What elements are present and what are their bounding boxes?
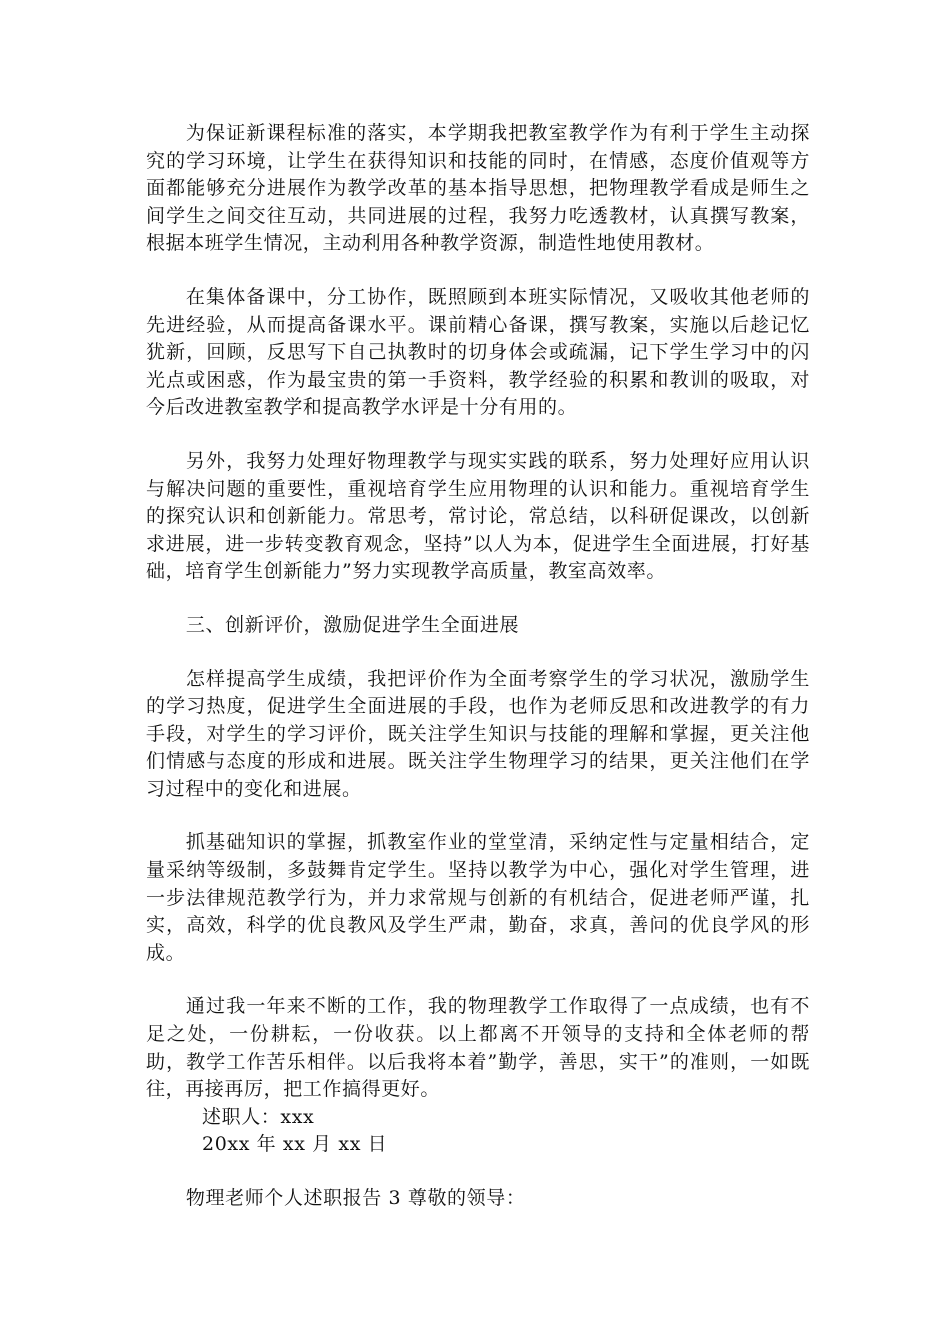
signature-label: 述职人：xxx (202, 1105, 315, 1128)
section-heading: 三、创新评价，激励促进学生全面进展 (185, 613, 520, 636)
paragraph-group-lesson-prep: 在集体备课中，分工协作，既照顾到本班实际情况，又吸收其他老师的先进经验，从而提高备课水平。课前精心备课，撰写教案，实施以后趁记忆犹新，回顾，反思写下自己执教时的切身体会或疏漏，记下学生学习中的闪光点或困惑，作为最宝贵的第一手资料，教学经验的积累和教训的吸取，对今后改进教室教学和提高教学水评是十分有用的。 (146, 285, 810, 419)
paragraph-curriculum-standard: 为保证新课程标准的落实，本学期我把教室教学作为有利于学生主动探究的学习环境，让学生在获得知识和技能的同时，在情感，态度价值观等方面都能够充分进展作为教学改革的基本指导思想，把物理教学看成是师生之间学生之间交往互动，共同进展的过程，我努力吃透教材，认真撰写教案，根据本班学生情况，主动利用各种教学资源，制造性地使用教材。 (146, 122, 810, 255)
paragraph-practice-connection: 另外，我努力处理好物理教学与现实实践的联系，努力处理好应用认识与解决问题的重要性，重视培育学生应用物理的认识和能力。重视培育学生的探究认识和创新能力。常思考，常讨论，常总结，以科研促课改，以创新求进展，进一步转变教育观念，坚持”以人为本，促进学生全面进展，打好基础，培育学生创新能力”努力实现教学高质量，教室高效率。 (146, 449, 810, 583)
paragraph-summary: 通过我一年来不断的工作，我的物理教学工作取得了一点成绩，也有不足之处，一份耕耘，一份收获。以上都离不开领导的支持和全体老师的帮助，教学工作苦乐相伴。以后我将本着”勤学，善思，实干”的准则，一如既往，再接再厉，把工作搞得更好。 (146, 995, 810, 1101)
paragraph-evaluation: 怎样提高学生成绩，我把评价作为全面考察学生的学习状况，激励学生的学习热度，促进学生全面进展的手段，也作为老师反思和改进教学的有力手段，对学生的学习评价，既关注学生知识与技能的理解和掌握，更关注他们情感与态度的形成和进展。既关注学生物理学习的结果，更关注他们在学习过程中的变化和进展。 (146, 667, 810, 800)
next-report-title: 物理老师个人述职报告 3 尊敬的领导： (185, 1187, 526, 1209)
signature-date: 20xx 年 xx 月 xx 日 (202, 1133, 388, 1156)
paragraph-basic-knowledge: 抓基础知识的掌握，抓教室作业的堂堂清，采纳定性与定量相结合，定量采纳等级制，多鼓舞肯定学生。坚持以教学为中心，强化对学生管理，进一步法律规范教学行为，并力求常规与创新的有机结合，促进老师严谨，扎实，高效，科学的优良教风及学生严肃，勤奋，求真，善问的优良学风的形成。 (146, 831, 810, 964)
document-body (146, 120, 810, 1213)
